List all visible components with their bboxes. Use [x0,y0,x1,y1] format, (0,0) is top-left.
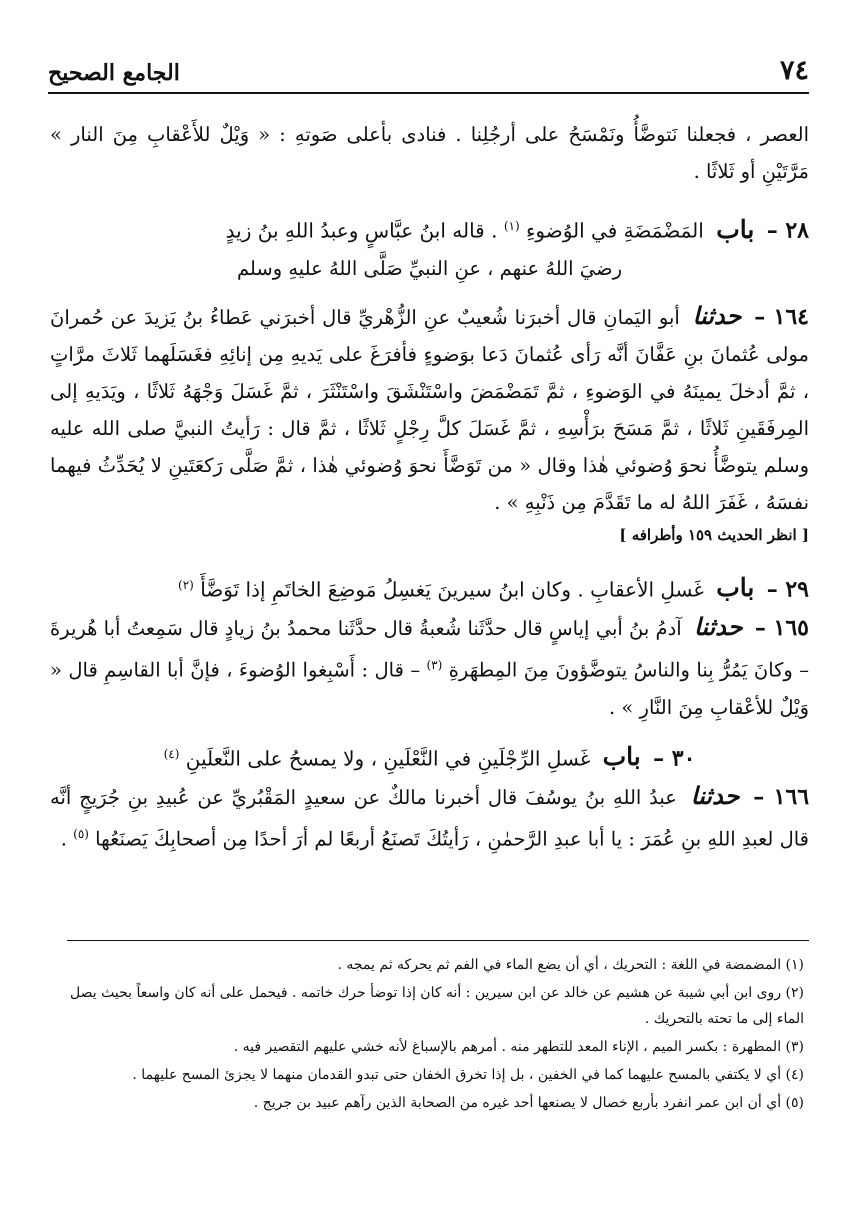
chapter-label: باب [602,742,641,772]
running-title: الجامع الصحيح [48,60,180,86]
chapter-title: المَضْمَضَةِ في الوُضوءِ [526,218,704,243]
page-header [48,48,809,94]
chapter-29-heading [50,567,809,609]
footnote-ref: (١) [503,219,520,233]
hadith-165 [50,608,809,726]
chapter-30-heading [50,736,809,778]
page-number: ٧٤ [779,55,809,86]
hadith-number: ١٦٤ – [754,303,809,330]
chapter-number: ٢٨ – [766,217,809,244]
hadith-166 [50,777,809,858]
intro-paragraph: العصر ، فجعلنا نَتوضَّأُ ونَمْسَحُ على أرجُلِنا . فنادى بأعلى صَوتهِ : « وَيْلٌ للأَعْقابِ مِنَ النار » مَرَّتَيْنِ أو ثَلاثًا . [50,123,809,183]
chapter-title: غَسلِ الأعقابِ . وكان ابنُ سيرينَ يَغسِلُ مَوضِعَ الخاتَمِ إذا تَوَضَّأَ [200,577,704,602]
footnotes [52,952,804,1118]
footnote-2: (٢) روى ابن أبي شيبة عن هشيم عن خالد عن ابن سيرين : أنه كان إذا توضأ حرك خاتمه . فيحمل على أنه كان واسعاً بحيث يصل الماء إلى ما تحته بالتحريك . [70,985,804,1027]
hadith-label: حدثنا [692,300,742,330]
hadith-164-reference: [ انظر الحديث ١٥٩ وأطرافه ] [619,525,809,544]
hadith-text: آدمُ بنُ أبي إياسٍ قال حدَّثَنا شُعبةُ قال حدَّثَنا محمدُ بنُ زيادٍ قال سَمِعتُ أبا هُريرةَ – وكانَ يَمُرُّ بِنا والناسُ يتوضَّؤونَ مِنَ المِطهَرةِ [50,617,810,682]
hadith-number: ١٦٦ – [753,784,810,811]
hadith-number: ١٦٥ – [754,615,809,642]
hadith-label: حدثنا [690,781,740,811]
main-text [50,116,809,858]
chapter-28-line2: رضيَ اللهُ عنهم ، عنِ النبيِّ صَلَّى اللهُ عليهِ وسلم [236,256,623,280]
hadith-text: أبو اليَمانِ قال أخبرَنا شُعيبٌ عنِ الزُّهْريِّ قال أخبرَني عَطاءُ بنُ يَزيدَ عن حُمرانَ مولى عُثمانَ بنِ عَفَّانَ أنَّه رَأى عُثمانَ دَعا بوَضوءٍ فأفرَغَ على يَديهِ مِن إنائِهِ فغَسَلَهما ثَلاثَ مرَّاتٍ ، ثمَّ أدخلَ يمينَهُ في الوَضوءِ ، ثمَّ تَمَضْمَضَ واسْتَنْشَقَ واسْتَنْثَرَ ، ثمَّ غَسَلَ وَجْهَهُ ثَلاثًا ، ويَدَيهِ إلى المِرفَقَينِ ثَلاثًا ، ثمَّ مَسَحَ برَأْسِهِ ، ثمَّ غَسَلَ كلَّ رِجْلٍ ثَلاثًا ، ثمَّ قال : رَأيتُ النبيَّ صلى الله عليه وسلم يتوضَّأُ نحوَ وُضوئي هٰذا وقال « من تَوَضَّأَ نحوَ وُضوئي هٰذا ، ثمَّ صَلَّى رَكعَتَينِ لا يُحَدِّثُ فيهما نفسَهُ ، غَفَرَ اللهُ له ما تَقَدَّمَ مِن ذَنْبِهِ » . [50,305,809,514]
footnote-5: (٥) أي أن ابن عمر انفرد بأربع خصال لا يصنعها أحد غيره من الصحابة الذين رآهم عبيد بن جريج . [253,1095,804,1111]
hadith-end: . [60,827,67,851]
footnote-ref: (٢) [178,577,194,592]
footnote-3: (٣) المطهرة : بكسر الميم ، الإناء المعد للتطهر منه . أمرهم بالإسباغ لأنه خشي عليهم التقصير فيه . [233,1039,804,1055]
chapter-label: باب [716,573,755,603]
hadith-label: حدثنا [693,612,743,642]
footnote-ref: (٤) [163,746,180,761]
chapter-label: باب [716,214,755,244]
footnote-ref: (٣) [426,658,443,673]
footnote-divider [67,940,809,941]
chapter-number: ٣٠ – [653,745,696,772]
chapter-28-heading [50,208,809,250]
hadith-text-cont: – قال : أَسْبِغوا الوُضوءَ ، فإنَّ أبا القاسِمِ قال « وَيْلٌ للأعْقابِ مِنَ النَّارِ » . [50,658,809,719]
chapter-number: ٢٩ – [766,576,809,603]
footnote-ref: (٥) [73,827,89,842]
hadith-164 [50,297,809,521]
chapter-title: غَسلِ الرِّجْلَينِ في النَّعْلَينِ ، ولا يمسحُ على النَّعلَينِ [185,746,591,771]
footnote-4: (٤) أي لا يكتفي بالمسح عليهما كما في الخفين ، بل إذا تخرق الخفان حتى تبدو القدمان منهما لا يجزئ المسح عليهما . [132,1067,804,1083]
hadith-text: عبدُ اللهِ بنُ يوسُفَ قال أخبرنا مالكٌ عن سعيدٍ المَقْبُريِّ عن عُبيدِ بنِ جُرَيجٍ أنَّه قال لعبدِ اللهِ بنِ عُمَرَ : يا أبا عبدِ الرَّحمٰنِ ، رَأيتُكَ تَصنَعُ أربعًا لم أرَ أحدًا مِن أصحابِكَ يَصنَعُها [50,786,809,851]
chapter-title-rest: . قاله ابنُ عبَّاسٍ وعبدُ اللهِ بنُ زيدٍ [225,218,498,243]
footnote-1: (١) المضمضة في اللغة : التحريك ، أي أن يضع الماء في الفم ثم يحركه ثم يمجه . [337,957,804,973]
